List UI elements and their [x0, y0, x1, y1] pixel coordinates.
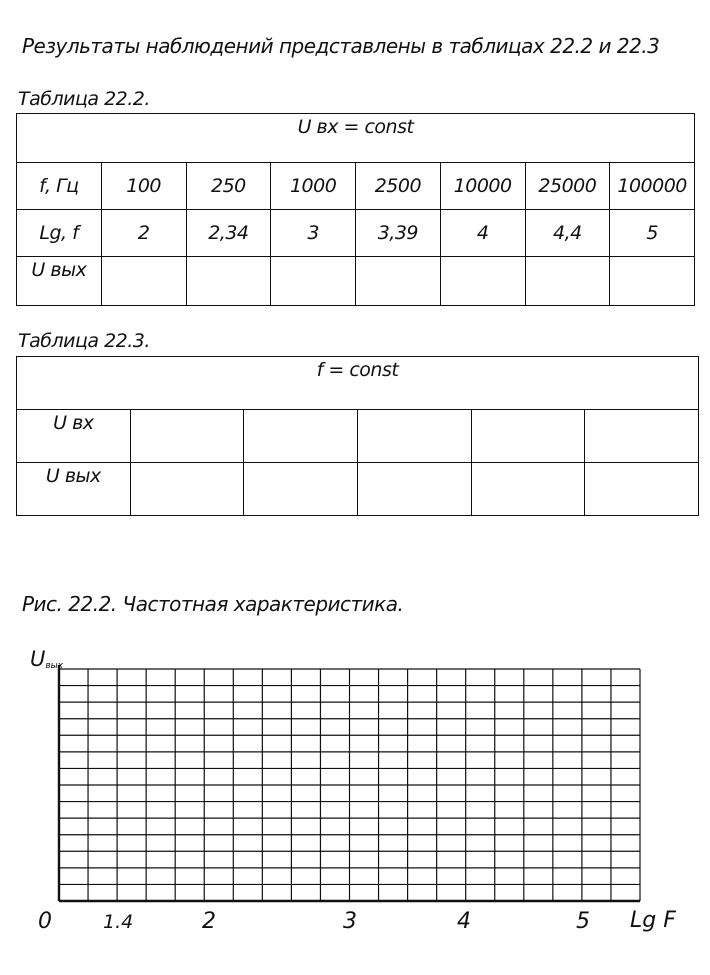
row-label: U вх [17, 410, 131, 463]
table2-header: f = const [17, 357, 699, 410]
table-cell [271, 257, 356, 306]
table1-caption: Таблица 22.2. [18, 88, 150, 110]
table-cell: 5 [610, 210, 695, 257]
x-tick-label: 5 [576, 909, 590, 934]
table-cell [357, 463, 471, 516]
table-cell [130, 410, 244, 463]
frequency-response-chart [0, 640, 710, 960]
y-axis-label-main: U [30, 647, 46, 671]
table-cell: 3,39 [356, 210, 441, 257]
table-cell [471, 463, 585, 516]
y-axis-label-subscript: вых [45, 661, 64, 671]
table-cell [356, 257, 441, 306]
table-cell [471, 410, 585, 463]
table-cell [244, 410, 358, 463]
x-tick-label: 2 [202, 909, 216, 934]
table-cell: 2,34 [186, 210, 271, 257]
table-cell [357, 410, 471, 463]
x-tick-label: 0 [38, 909, 52, 934]
table-cell: 100000 [610, 163, 695, 210]
table-cell [525, 257, 610, 306]
table-row [17, 163, 695, 210]
chart-grid [59, 669, 640, 901]
table-cell: 3 [271, 210, 356, 257]
table-cell: 4 [440, 210, 525, 257]
row-label: Lg, f [17, 210, 102, 257]
table-cell [130, 463, 244, 516]
table-cell [244, 463, 358, 516]
table-row [17, 257, 695, 306]
row-label: f, Гц [17, 163, 102, 210]
table1-header: U вх = const [17, 114, 695, 163]
table2-caption: Таблица 22.3. [18, 330, 150, 352]
x-tick-label: 1.4 [103, 911, 134, 933]
row-label: U вых [17, 463, 131, 516]
table-row [17, 463, 699, 516]
table-cell: 4,4 [525, 210, 610, 257]
table-cell: 100 [101, 163, 186, 210]
x-tick-label: 4 [457, 909, 471, 934]
table-cell [585, 410, 699, 463]
table1 [16, 113, 695, 306]
x-axis-label: Lg F [630, 908, 676, 933]
intro-text: Результаты наблюдений представлены в таблицах 22.2 и 22.3 [22, 34, 660, 58]
table-cell: 1000 [271, 163, 356, 210]
table-cell [585, 463, 699, 516]
table2 [16, 356, 699, 516]
table-cell: 2500 [356, 163, 441, 210]
table-cell: 10000 [440, 163, 525, 210]
table-row [17, 410, 699, 463]
table-cell: 250 [186, 163, 271, 210]
table-cell [101, 257, 186, 306]
table-cell: 25000 [525, 163, 610, 210]
row-label: U вых [17, 257, 102, 306]
table-cell [186, 257, 271, 306]
table-cell [610, 257, 695, 306]
table-cell: 2 [101, 210, 186, 257]
figure-caption: Рис. 22.2. Частотная характеристика. [22, 592, 404, 616]
table-row [17, 210, 695, 257]
chart-tick-labels [38, 909, 590, 934]
y-axis-label [30, 647, 64, 671]
x-tick-label: 3 [343, 909, 357, 934]
table-cell [440, 257, 525, 306]
